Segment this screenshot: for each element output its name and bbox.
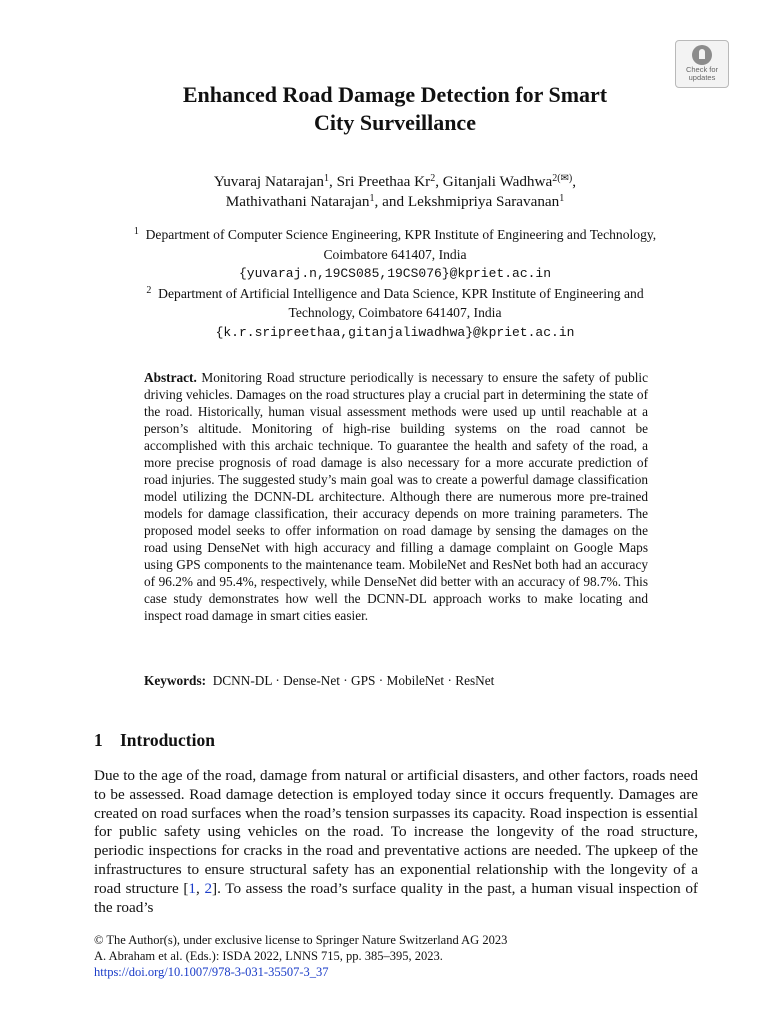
intro-paragraph [94,767,698,917]
author-affil-mark: 1 [323,173,329,184]
affiliation-line: Coimbatore 641407, India [323,246,467,262]
author-list: Yuvaraj Natarajan$^1$, Sri Preethaa Kr$^2$, Gitanjali Wadhwa$^{2(✉)}$, Mathivathani Natarajan$^1$, and Lekshmipriya Saravanan$^1$ [213,173,577,210]
affiliation-line: Department of Artificial Intelligence and Data Science, KPR Institute of Engineering and [158,285,644,301]
abstract [144,369,648,624]
affiliation-item [100,284,690,343]
keywords-text: DCNN-DL · Dense-Net · GPS · MobileNet · ResNet [212,673,495,688]
affiliation-number: 2 [146,284,152,296]
affiliation-item [100,225,690,284]
author-affil-mark: 2(✉) [552,173,573,184]
title-line2: City Surveillance [314,110,476,135]
affiliation-email[interactable]: {yuvaraj.n,19CS085,19CS076}@kpriet.ac.in [238,266,552,281]
author-name: Sri Preethaa Kr [336,173,431,190]
badge-line1: Check for [685,65,719,74]
section-number: 1 [94,730,103,750]
citation-line: A. Abraham et al. (Eds.): ISDA 2022, LNNS 715, pp. 385–395, 2023. [94,949,443,963]
abstract-text: Monitoring Road structure periodically is necessary to ensure the safety of public driving vehicles. Damages on the road structures play a crucial part in determining the state of the road. Historically, human visual assessment methods were used up until reachable at a person’s altitude. Monitoring of high-rise building systems on the road cannot be accomplished with this archaic technique. To guarantee the health and safety of the road, a more precise prognosis of road damage is also necessary for a more accurate prediction of road injuries. The suggested study’s main goal was to create a powerful damage classification model utilizing the DCNN-DL architecture. Although there are numerous more pre-trained models for damage classification, their accuracy depends on more training parameters. The proposed model seeks to offer information on road damage by sensing the damages on the road using DenseNet with high accuracy and filling a damage complaint on Google Maps using GPS components to the maintenance team. MobileNet and ResNet both had an accuracy of 96.2% and 95.4%, respectively, while DenseNet did better with an accuracy of 98.7%. This case study demonstrates how well the DCNN-DL approach works to make locating and inspect road damage in smart cities easier. [144,370,649,623]
section-title: Introduction [120,730,215,750]
copyright-line: © The Author(s), under exclusive license to Springer Nature Switzerland AG 2023 [94,933,508,947]
affiliations [100,225,690,342]
citation-link[interactable]: 2 [204,879,213,897]
bookmark-icon [692,45,712,65]
keywords-label: Keywords: [144,673,207,688]
author-name: Yuvaraj Natarajan [213,173,324,190]
title-line1: Enhanced Road Damage Detection for Smart [182,82,608,107]
author-name: Mathivathani Natarajan [225,193,370,210]
affiliation-number: 1 [133,226,139,237]
footer [94,932,507,980]
author-name: Gitanjali Wadhwa [442,173,553,190]
intro-text-continued: ]. To assess the road’s surface quality in the past, a human visual inspection of the road’s [94,879,698,916]
affiliation-email[interactable]: {k.r.sripreethaa,gitanjaliwadhwa}@kpriet.ac.in [215,324,575,340]
author-conjunction: and [382,193,405,210]
citation-separator: , [196,879,205,897]
affiliation-line: Department of Computer Science Engineering, KPR Institute of Engineering and Technology, [145,227,657,242]
citation-link[interactable]: 1 [188,879,197,897]
section-heading [94,730,215,751]
badge-line2: updates [688,73,716,82]
paper-title [100,81,690,137]
author-affil-mark: 1 [369,193,375,204]
intro-text: Due to the age of the road, damage from natural or artificial disasters, and other factors, roads need to be assessed. Road damage detection is employed today since it occurs frequently. Damages are created on road surfaces when the road’s tension surpasses its capacity. Road inspection is essential for public safety using vehicles on the road. To increase the longevity of the road structure, periodic inspections for cracks in the road and preventative actions are needed. The upkeep of the infrastructures to ensure structural safety has an exponential relationship with the longevity of a road structure [ [94,767,698,897]
keywords [144,672,648,689]
doi-link[interactable]: https://doi.org/10.1007/978-3-031-35507-3_37 [94,965,329,979]
author-affil-mark: 1 [559,193,565,204]
abstract-label: Abstract. [144,370,197,385]
author-name: Lekshmipriya Saravanan [407,193,560,210]
author-affil-mark: 2 [430,173,436,184]
affiliation-line: Technology, Coimbatore 641407, India [288,305,502,320]
